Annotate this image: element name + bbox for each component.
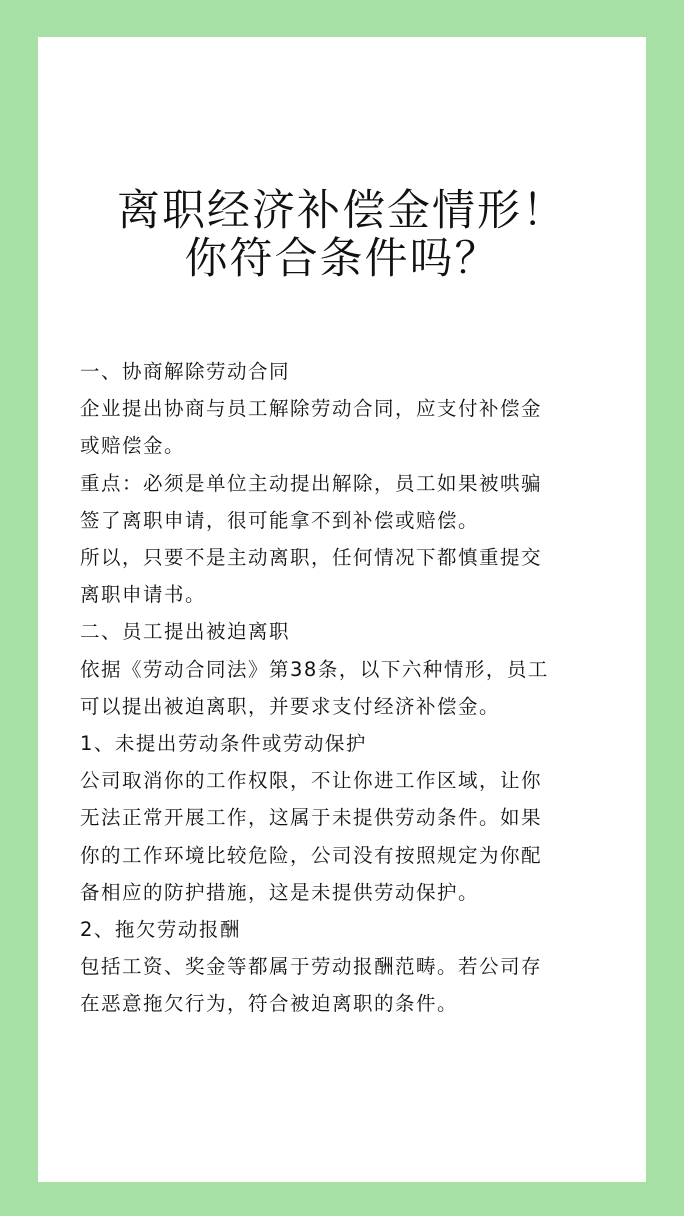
title-line: 你符合条件吗？: [184, 234, 500, 284]
body-text-line: 公司取消你的工作权限，不让你进工作区域，让你: [80, 769, 543, 793]
body-text-line: 包括工资、奖金等都属于劳动报酬范畴。若公司存: [80, 955, 543, 979]
body-text-line: 备相应的防护措施，这是未提供劳动保护。: [80, 880, 480, 904]
page-title: [38, 187, 646, 283]
body-text-line: 或赔偿金。: [80, 434, 186, 458]
body-text-line: 所以，只要不是主动离职，任何情况下都慎重提交: [80, 546, 543, 570]
body-text-line: 离职申请书。: [80, 583, 207, 607]
body-text-line: 企业提出协商与员工解除劳动合同，应支付补偿金: [80, 397, 543, 421]
body-text-line: 签了离职申请，很可能拿不到补偿或赔偿。: [80, 508, 480, 532]
title-line: 离职经济补偿金情形！: [117, 186, 567, 236]
section-heading: 二、员工提出被迫离职: [80, 620, 291, 644]
body-text-line: 可以提出被迫离职，并要求支付经济补偿金。: [80, 694, 501, 718]
body-text-line: 在恶意拖欠行为，符合被迫离职的条件。: [80, 992, 459, 1016]
document-panel: [38, 37, 646, 1182]
article-body: [80, 353, 620, 1023]
body-text-line: 重点：必须是单位主动提出解除，员工如果被哄骗: [80, 471, 543, 495]
section-heading: 1、未提出劳动条件或劳动保护: [80, 732, 367, 756]
body-text-line: 无法正常开展工作，这属于未提供劳动条件。如果: [80, 806, 543, 830]
section-heading: 2、拖欠劳动报酬: [80, 918, 241, 942]
body-text-line: 你的工作环境比较危险，公司没有按照规定为你配: [80, 843, 543, 867]
body-text-line: 依据《劳动合同法》第38条，以下六种情形，员工: [80, 657, 549, 681]
section-heading: 一、协商解除劳动合同: [80, 360, 291, 383]
